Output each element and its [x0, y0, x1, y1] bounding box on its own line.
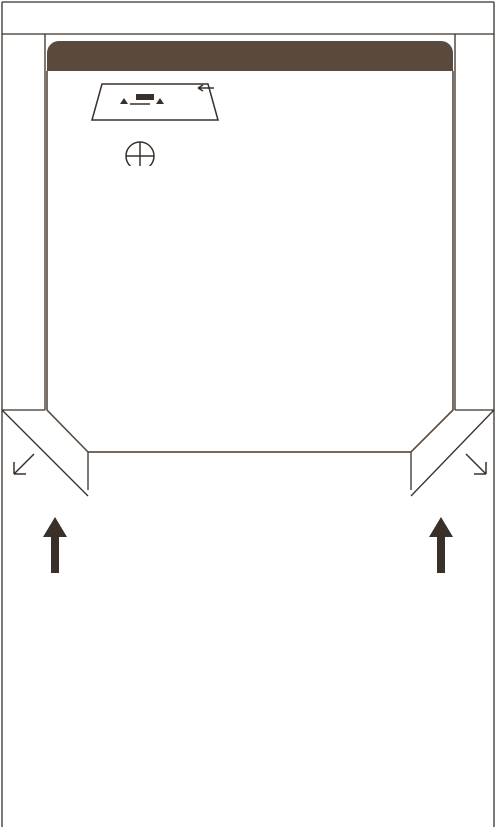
- tear-arrow-left-icon: [40, 515, 70, 575]
- title-bar: [47, 41, 453, 71]
- peel-arrow-left-icon: [4, 444, 44, 484]
- windshield-diagram: [90, 76, 230, 166]
- tear-arrow-right-icon: [426, 515, 456, 575]
- peel-arrow-right-icon: [458, 444, 498, 484]
- barcode: [70, 718, 402, 806]
